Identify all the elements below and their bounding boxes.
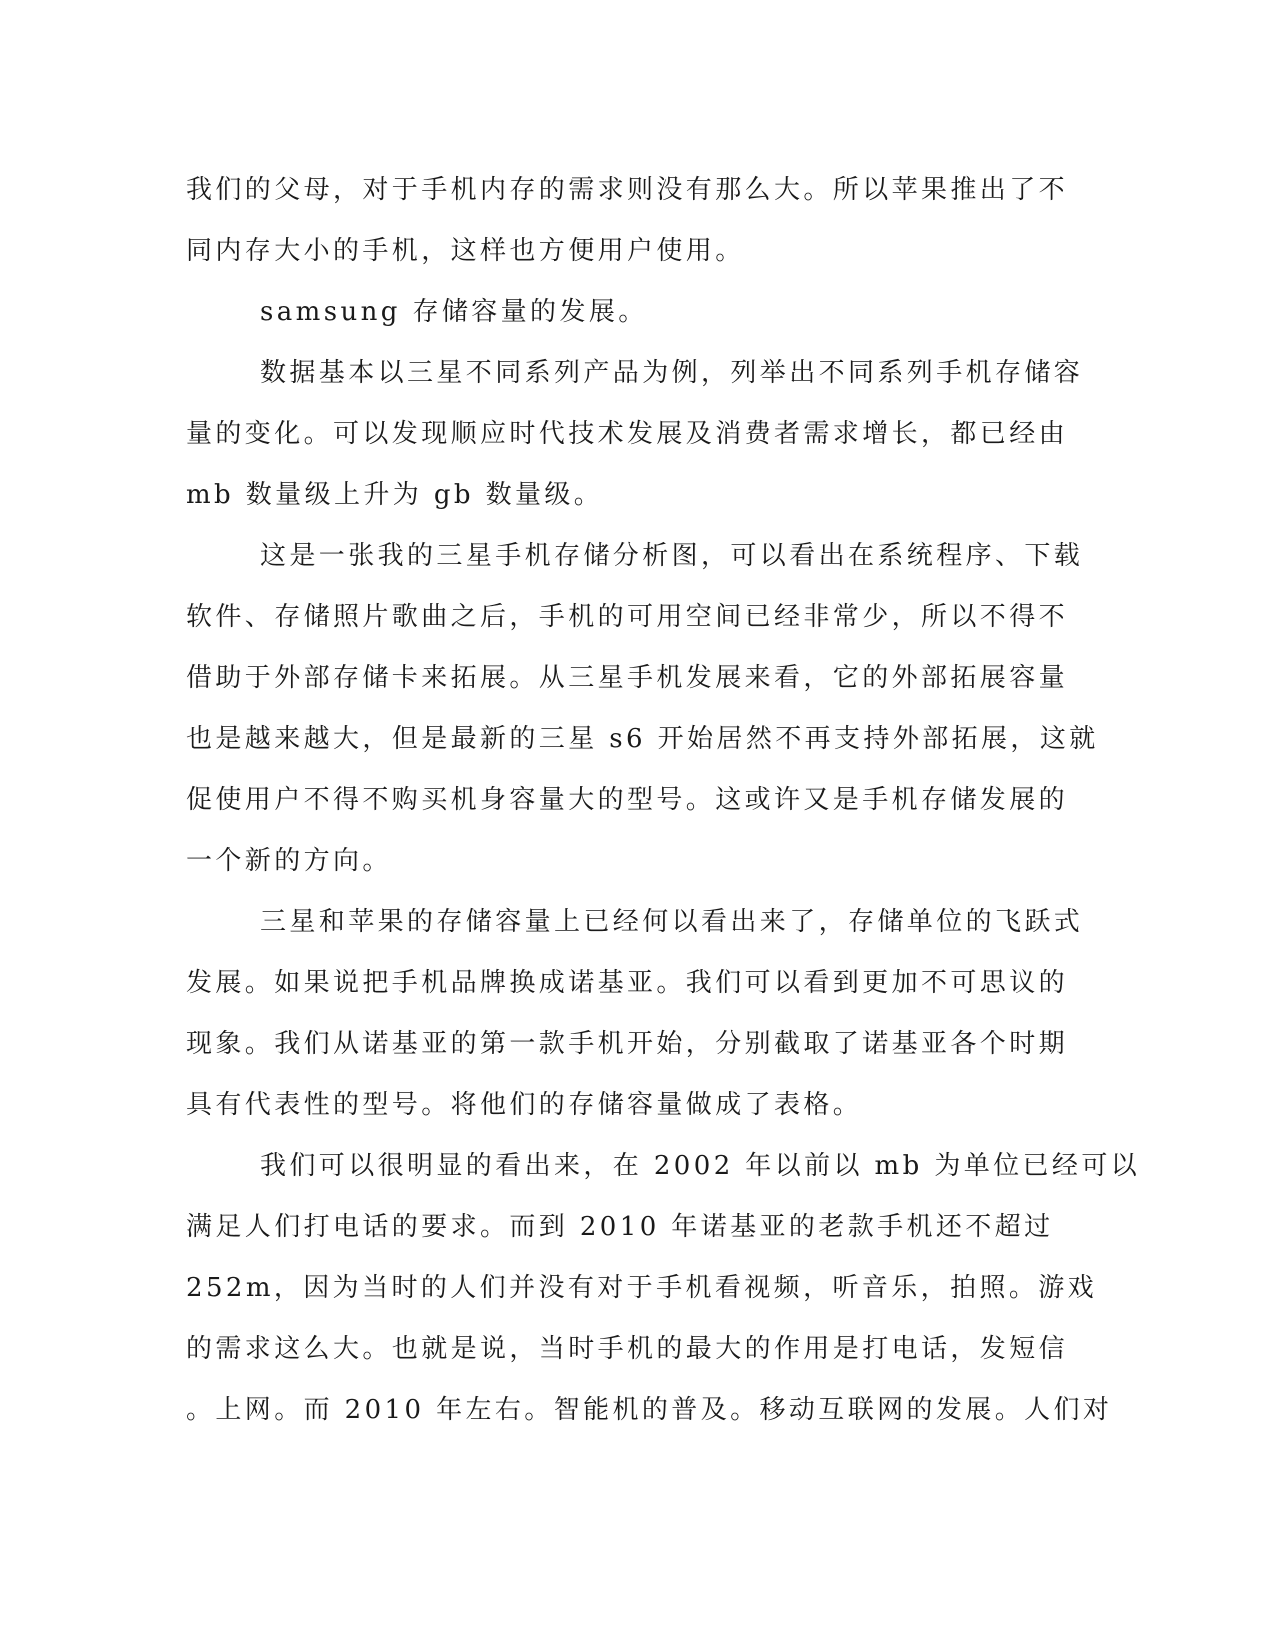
text-line: samsung 存储容量的发展。 <box>260 297 648 327</box>
text-line: 具有代表性的型号。将他们的存储容量做成了表格。 <box>186 1090 863 1120</box>
text-line: 也是越来越大，但是最新的三星 s6 开始居然不再支持外部拓展，这就 <box>186 724 1099 754</box>
text-line: 我们的父母，对于手机内存的需求则没有那么大。所以苹果推出了不 <box>186 175 1069 205</box>
text-line: 数据基本以三星不同系列产品为例，列举出不同系列手机存储容 <box>260 358 1084 388</box>
text-line: 一个新的方向。 <box>186 846 392 876</box>
text-line: 三星和苹果的存储容量上已经何以看出来了，存储单位的飞跃式 <box>260 907 1084 937</box>
text-line: 。上网。而 2010 年左右。智能机的普及。移动互联网的发展。人们对 <box>186 1395 1113 1425</box>
paragraph-3 <box>186 343 1084 526</box>
text-line: 同内存大小的手机，这样也方便用户使用。 <box>186 236 745 266</box>
text-line: 满足人们打电话的要求。而到 2010 年诺基亚的老款手机还不超过 <box>186 1212 1054 1242</box>
text-line: 252m，因为当时的人们并没有对于手机看视频，听音乐，拍照。游戏 <box>186 1273 1098 1303</box>
paragraph-4 <box>186 526 1099 892</box>
text-line: 发展。如果说把手机品牌换成诺基亚。我们可以看到更加不可思议的 <box>186 968 1069 998</box>
paragraph-1 <box>186 160 1069 282</box>
text-line: 现象。我们从诺基亚的第一款手机开始，分别截取了诺基亚各个时期 <box>186 1029 1069 1059</box>
text-line: 促使用户不得不购买机身容量大的型号。这或许又是手机存储发展的 <box>186 785 1069 815</box>
text-line: 这是一张我的三星手机存储分析图，可以看出在系统程序、下载 <box>260 541 1084 571</box>
text-line: 的需求这么大。也就是说，当时手机的最大的作用是打电话，发短信 <box>186 1334 1069 1364</box>
text-line: mb 数量级上升为 gb 数量级。 <box>186 480 604 510</box>
text-line: 借助于外部存储卡来拓展。从三星手机发展来看，它的外部拓展容量 <box>186 663 1069 693</box>
document-body <box>186 160 1141 1441</box>
text-line: 我们可以很明显的看出来，在 2002 年以前以 mb 为单位已经可以 <box>260 1151 1141 1181</box>
paragraph-2 <box>186 282 1066 343</box>
paragraph-5 <box>186 892 1084 1136</box>
paragraph-6 <box>186 1136 1141 1441</box>
text-line: 软件、存储照片歌曲之后，手机的可用空间已经非常少，所以不得不 <box>186 602 1069 632</box>
text-line: 量的变化。可以发现顺应时代技术发展及消费者需求增长，都已经由 <box>186 419 1069 449</box>
